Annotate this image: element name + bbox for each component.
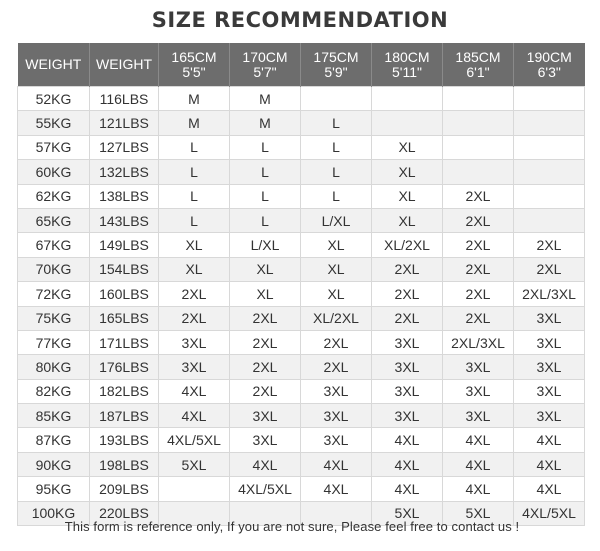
weight-kg-cell: 100KG	[18, 501, 90, 525]
size-cell: 3XL	[230, 428, 301, 452]
size-cell: 2XL/3XL	[514, 282, 585, 306]
header-height-cm: 180CM	[384, 48, 430, 65]
size-cell: 4XL	[372, 428, 443, 452]
size-cell: 4XL	[443, 428, 514, 452]
size-cell: 4XL/5XL	[159, 428, 230, 452]
table-row	[18, 428, 585, 452]
size-cell: L	[159, 135, 230, 159]
size-cell: L	[230, 160, 301, 184]
size-cell: 3XL	[372, 330, 443, 354]
size-cell: L	[159, 208, 230, 232]
size-cell: XL/2XL	[301, 306, 372, 330]
size-cell	[514, 135, 585, 159]
size-cell: 4XL/5XL	[514, 501, 585, 525]
weight-kg-cell: 80KG	[18, 355, 90, 379]
size-cell: 4XL	[372, 477, 443, 501]
weight-lbs-cell: 182LBS	[90, 379, 159, 403]
header-height-cm: 190CM	[526, 48, 572, 65]
size-cell: 2XL	[230, 355, 301, 379]
table-row	[18, 282, 585, 306]
table-row	[18, 184, 585, 208]
size-cell: XL	[159, 233, 230, 257]
size-cell: 3XL	[372, 355, 443, 379]
size-cell: 2XL	[372, 282, 443, 306]
header-height-185	[443, 43, 514, 87]
size-table-container	[17, 43, 584, 526]
weight-lbs-cell: 138LBS	[90, 184, 159, 208]
size-cell: 2XL	[372, 257, 443, 281]
header-weight-lbs: WEIGHT	[90, 43, 159, 87]
size-cell: 2XL	[443, 208, 514, 232]
size-cell: 3XL	[443, 379, 514, 403]
size-cell	[301, 87, 372, 111]
header-weight-kg: WEIGHT	[18, 43, 90, 87]
size-cell: M	[230, 87, 301, 111]
weight-lbs-cell: 198LBS	[90, 452, 159, 476]
size-cell: 3XL	[159, 355, 230, 379]
weight-lbs-cell: 209LBS	[90, 477, 159, 501]
size-cell: 2XL	[443, 184, 514, 208]
header-height-170	[230, 43, 301, 87]
weight-kg-cell: 85KG	[18, 404, 90, 428]
size-cell: 4XL	[159, 379, 230, 403]
size-cell: 2XL	[443, 282, 514, 306]
size-cell: L	[301, 111, 372, 135]
size-cell: M	[159, 87, 230, 111]
header-height-165	[159, 43, 230, 87]
size-cell: XL	[301, 282, 372, 306]
size-cell: 4XL	[443, 477, 514, 501]
weight-kg-cell: 65KG	[18, 208, 90, 232]
size-cell	[443, 87, 514, 111]
weight-kg-cell: 67KG	[18, 233, 90, 257]
table-row	[18, 160, 585, 184]
size-cell: M	[159, 111, 230, 135]
size-cell	[514, 87, 585, 111]
weight-lbs-cell: 127LBS	[90, 135, 159, 159]
weight-kg-cell: 52KG	[18, 87, 90, 111]
weight-lbs-cell: 154LBS	[90, 257, 159, 281]
size-cell: 4XL/5XL	[230, 477, 301, 501]
table-row	[18, 135, 585, 159]
size-cell: 4XL	[230, 452, 301, 476]
weight-lbs-cell: 121LBS	[90, 111, 159, 135]
table-body	[18, 87, 585, 526]
size-cell	[514, 111, 585, 135]
header-height-ft: 6'1"	[466, 63, 490, 80]
weight-kg-cell: 72KG	[18, 282, 90, 306]
size-cell: 4XL	[443, 452, 514, 476]
header-height-ft: 5'9"	[324, 63, 348, 80]
size-cell: 2XL	[372, 306, 443, 330]
weight-kg-cell: 95KG	[18, 477, 90, 501]
size-cell: 4XL	[514, 452, 585, 476]
size-cell: L	[159, 160, 230, 184]
size-cell: XL	[372, 160, 443, 184]
weight-kg-cell: 55KG	[18, 111, 90, 135]
size-cell	[372, 111, 443, 135]
size-cell: 3XL	[301, 379, 372, 403]
size-cell: 3XL	[514, 404, 585, 428]
size-cell: XL	[230, 257, 301, 281]
weight-lbs-cell: 187LBS	[90, 404, 159, 428]
table-row	[18, 257, 585, 281]
size-cell: 5XL	[159, 452, 230, 476]
size-cell: 2XL	[230, 379, 301, 403]
size-cell: 2XL	[443, 257, 514, 281]
size-cell: 3XL	[301, 404, 372, 428]
weight-kg-cell: 60KG	[18, 160, 90, 184]
size-cell: 4XL	[159, 404, 230, 428]
size-cell: XL	[372, 208, 443, 232]
size-cell: 5XL	[372, 501, 443, 525]
table-row	[18, 452, 585, 476]
size-cell: 2XL	[230, 330, 301, 354]
size-cell: 3XL	[514, 306, 585, 330]
size-cell: 2XL	[230, 306, 301, 330]
header-height-cm: 175CM	[313, 48, 359, 65]
size-cell: 3XL	[230, 404, 301, 428]
size-cell: L	[159, 184, 230, 208]
size-cell: 5XL	[443, 501, 514, 525]
size-cell: XL	[372, 135, 443, 159]
size-cell	[443, 160, 514, 184]
weight-lbs-cell: 165LBS	[90, 306, 159, 330]
table-row	[18, 233, 585, 257]
size-cell: L	[301, 160, 372, 184]
size-cell: 3XL	[514, 379, 585, 403]
size-cell	[443, 135, 514, 159]
size-cell: L	[230, 208, 301, 232]
size-table	[17, 43, 585, 526]
header-height-cm: 165CM	[171, 48, 217, 65]
table-row	[18, 208, 585, 232]
size-cell: 2XL	[514, 233, 585, 257]
size-cell: 4XL	[514, 428, 585, 452]
weight-kg-cell: 77KG	[18, 330, 90, 354]
header-height-ft: 5'5"	[182, 63, 206, 80]
size-cell: 2XL	[514, 257, 585, 281]
size-cell: L	[301, 184, 372, 208]
header-height-ft: 6'3"	[537, 63, 561, 80]
weight-kg-cell: 87KG	[18, 428, 90, 452]
size-cell: 3XL	[372, 404, 443, 428]
size-cell: XL	[372, 184, 443, 208]
size-cell: 3XL	[372, 379, 443, 403]
size-cell: 2XL	[443, 306, 514, 330]
size-cell	[443, 111, 514, 135]
size-cell: 3XL	[301, 428, 372, 452]
weight-lbs-cell: 171LBS	[90, 330, 159, 354]
weight-lbs-cell: 220LBS	[90, 501, 159, 525]
weight-lbs-cell: 160LBS	[90, 282, 159, 306]
size-cell: XL	[230, 282, 301, 306]
header-height-ft: 5'11"	[392, 63, 422, 80]
size-cell	[514, 208, 585, 232]
size-cell: 4XL	[372, 452, 443, 476]
size-cell	[514, 160, 585, 184]
header-height-cm: 185CM	[455, 48, 501, 65]
size-cell: 3XL	[443, 404, 514, 428]
size-cell: 4XL	[301, 452, 372, 476]
weight-lbs-cell: 193LBS	[90, 428, 159, 452]
header-height-175	[301, 43, 372, 87]
weight-kg-cell: 62KG	[18, 184, 90, 208]
header-height-ft: 5'7"	[253, 63, 277, 80]
header-row	[18, 43, 585, 87]
size-cell: 3XL	[514, 330, 585, 354]
size-cell: XL	[159, 257, 230, 281]
size-cell: 2XL	[301, 330, 372, 354]
weight-kg-cell: 57KG	[18, 135, 90, 159]
table-row	[18, 379, 585, 403]
weight-kg-cell: 82KG	[18, 379, 90, 403]
page-title: SIZE RECOMMENDATION	[151, 8, 449, 32]
size-cell	[372, 87, 443, 111]
weight-lbs-cell: 116LBS	[90, 87, 159, 111]
weight-lbs-cell: 176LBS	[90, 355, 159, 379]
size-cell: 2XL	[159, 282, 230, 306]
table-row	[18, 355, 585, 379]
size-cell	[514, 184, 585, 208]
weight-lbs-cell: 149LBS	[90, 233, 159, 257]
table-row	[18, 111, 585, 135]
size-cell	[159, 477, 230, 501]
size-cell: L	[230, 135, 301, 159]
weight-kg-cell: 75KG	[18, 306, 90, 330]
table-row	[18, 477, 585, 501]
size-cell: L	[230, 184, 301, 208]
weight-lbs-cell: 143LBS	[90, 208, 159, 232]
size-cell: 4XL	[301, 477, 372, 501]
size-cell: XL	[301, 233, 372, 257]
size-cell: 2XL/3XL	[443, 330, 514, 354]
size-cell: XL	[301, 257, 372, 281]
table-row	[18, 404, 585, 428]
header-height-cm: 170CM	[242, 48, 288, 65]
table-row	[18, 306, 585, 330]
size-cell: 2XL	[443, 233, 514, 257]
size-cell: 2XL	[301, 355, 372, 379]
size-cell: 2XL	[159, 306, 230, 330]
size-cell: 3XL	[443, 355, 514, 379]
size-cell: 3XL	[159, 330, 230, 354]
table-row	[18, 330, 585, 354]
size-cell: XL/2XL	[372, 233, 443, 257]
weight-kg-cell: 90KG	[18, 452, 90, 476]
table-header	[18, 43, 585, 87]
size-cell: L	[301, 135, 372, 159]
weight-kg-cell: 70KG	[18, 257, 90, 281]
disclaimer-note: This form is reference only, If you are not sure, Please feel free to contact us !	[64, 519, 520, 534]
table-row	[18, 87, 585, 111]
size-cell: M	[230, 111, 301, 135]
header-height-180	[372, 43, 443, 87]
weight-lbs-cell: 132LBS	[90, 160, 159, 184]
size-cell: L/XL	[230, 233, 301, 257]
size-cell: 4XL	[514, 477, 585, 501]
size-cell: 3XL	[514, 355, 585, 379]
size-cell: L/XL	[301, 208, 372, 232]
header-height-190	[514, 43, 585, 87]
